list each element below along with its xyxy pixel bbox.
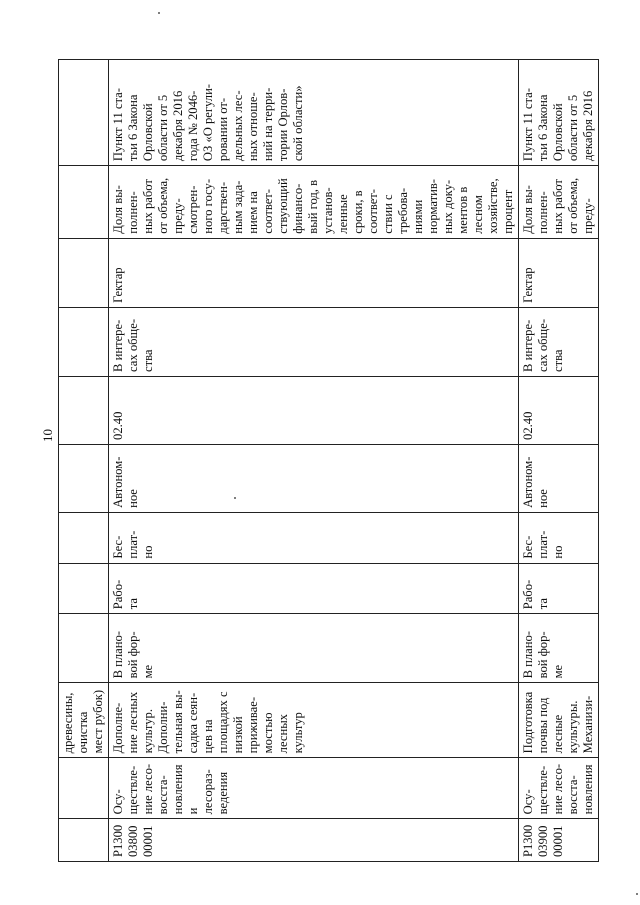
table-row-continuation-top: [59, 60, 109, 862]
cell-institution: Автоном- ное: [519, 444, 599, 512]
cell-payment: Бес- плат- но: [519, 512, 599, 563]
table-cell: [59, 819, 109, 862]
cell-basis: Пункт 11 ста- тьи 6 Закона Орловской области от 5 декабря 2016 года № 2046- ОЗ «О регули- ровании от- дельных лес- ных отноше- ний на терри- тории Орлов- ской области»: [109, 60, 519, 166]
scan-speck: [234, 497, 236, 499]
services-table: [58, 59, 599, 862]
scan-speck: [158, 12, 160, 14]
cell-payment: Бес- плат- но: [109, 512, 519, 563]
cell-basis: Пункт 11 ста- тьи 6 Закона Орловской области от 5 декабря 2016: [519, 60, 599, 166]
table-cell: [59, 444, 109, 512]
cell-name: Осу- ществле- ние лесо- восста- новления: [519, 758, 599, 819]
cell-name: Осу- ществле- ние лесо- восста- новления и лесораз- ведения: [109, 758, 519, 819]
cell-okved: 02.40: [109, 376, 519, 444]
table-cell: [59, 512, 109, 563]
cell-code: Р1300 03800 00001: [109, 819, 519, 862]
table-cell: [59, 60, 109, 166]
rotated-page-content: [58, 59, 595, 862]
cell-content: Подготовка почвы под лесные культуры. Механизи-: [519, 683, 599, 758]
table-cell: [59, 376, 109, 444]
table-cell: [59, 307, 109, 376]
cell-indicator: Доля вы- полнен- ных работ от объема, преду-: [519, 166, 599, 239]
cell-code: Р1300 03900 00001: [519, 819, 599, 862]
table-cell-content-continued: древесины, очистка мест рубок): [59, 683, 109, 758]
table-cell: [59, 238, 109, 307]
cell-form: В плано- вой фор- ме: [109, 614, 519, 683]
page-number: 10: [40, 429, 55, 442]
cell-form: В плано- вой фор- ме: [519, 614, 599, 683]
table-cell: [59, 614, 109, 683]
table-row: [109, 60, 519, 862]
cell-content: Дополне- ние лесных культур. Дополни- тельная вы- садка сеян- цев на площадях с низкой приживае- мостью лесных культур: [109, 683, 519, 758]
cell-unit: Гектар: [519, 238, 599, 307]
cell-indicator: Доля вы- полнен- ных работ от объема, преду- смотрен- ного госу- дарствен- ным зада- нием на соответ- ствующий финансо- вый год, в установ- ленные сроки, в соответ- ствии с требова- ниями норматив- ных доку- ментов в лесном хозяйстве, процент: [109, 166, 519, 239]
table-row: [519, 60, 599, 862]
scan-speck: [636, 893, 638, 895]
cell-okved: 02.40: [519, 376, 599, 444]
cell-consumers: В интере- сах обще- ства: [519, 307, 599, 376]
cell-type: Рабо- та: [519, 563, 599, 614]
cell-consumers: В интере- сах обще- ства: [109, 307, 519, 376]
table-cell: [59, 758, 109, 819]
cell-institution: Автоном- ное: [109, 444, 519, 512]
cell-type: Рабо- та: [109, 563, 519, 614]
table-cell: [59, 166, 109, 239]
cell-unit: Гектар: [109, 238, 519, 307]
table-cell: [59, 563, 109, 614]
